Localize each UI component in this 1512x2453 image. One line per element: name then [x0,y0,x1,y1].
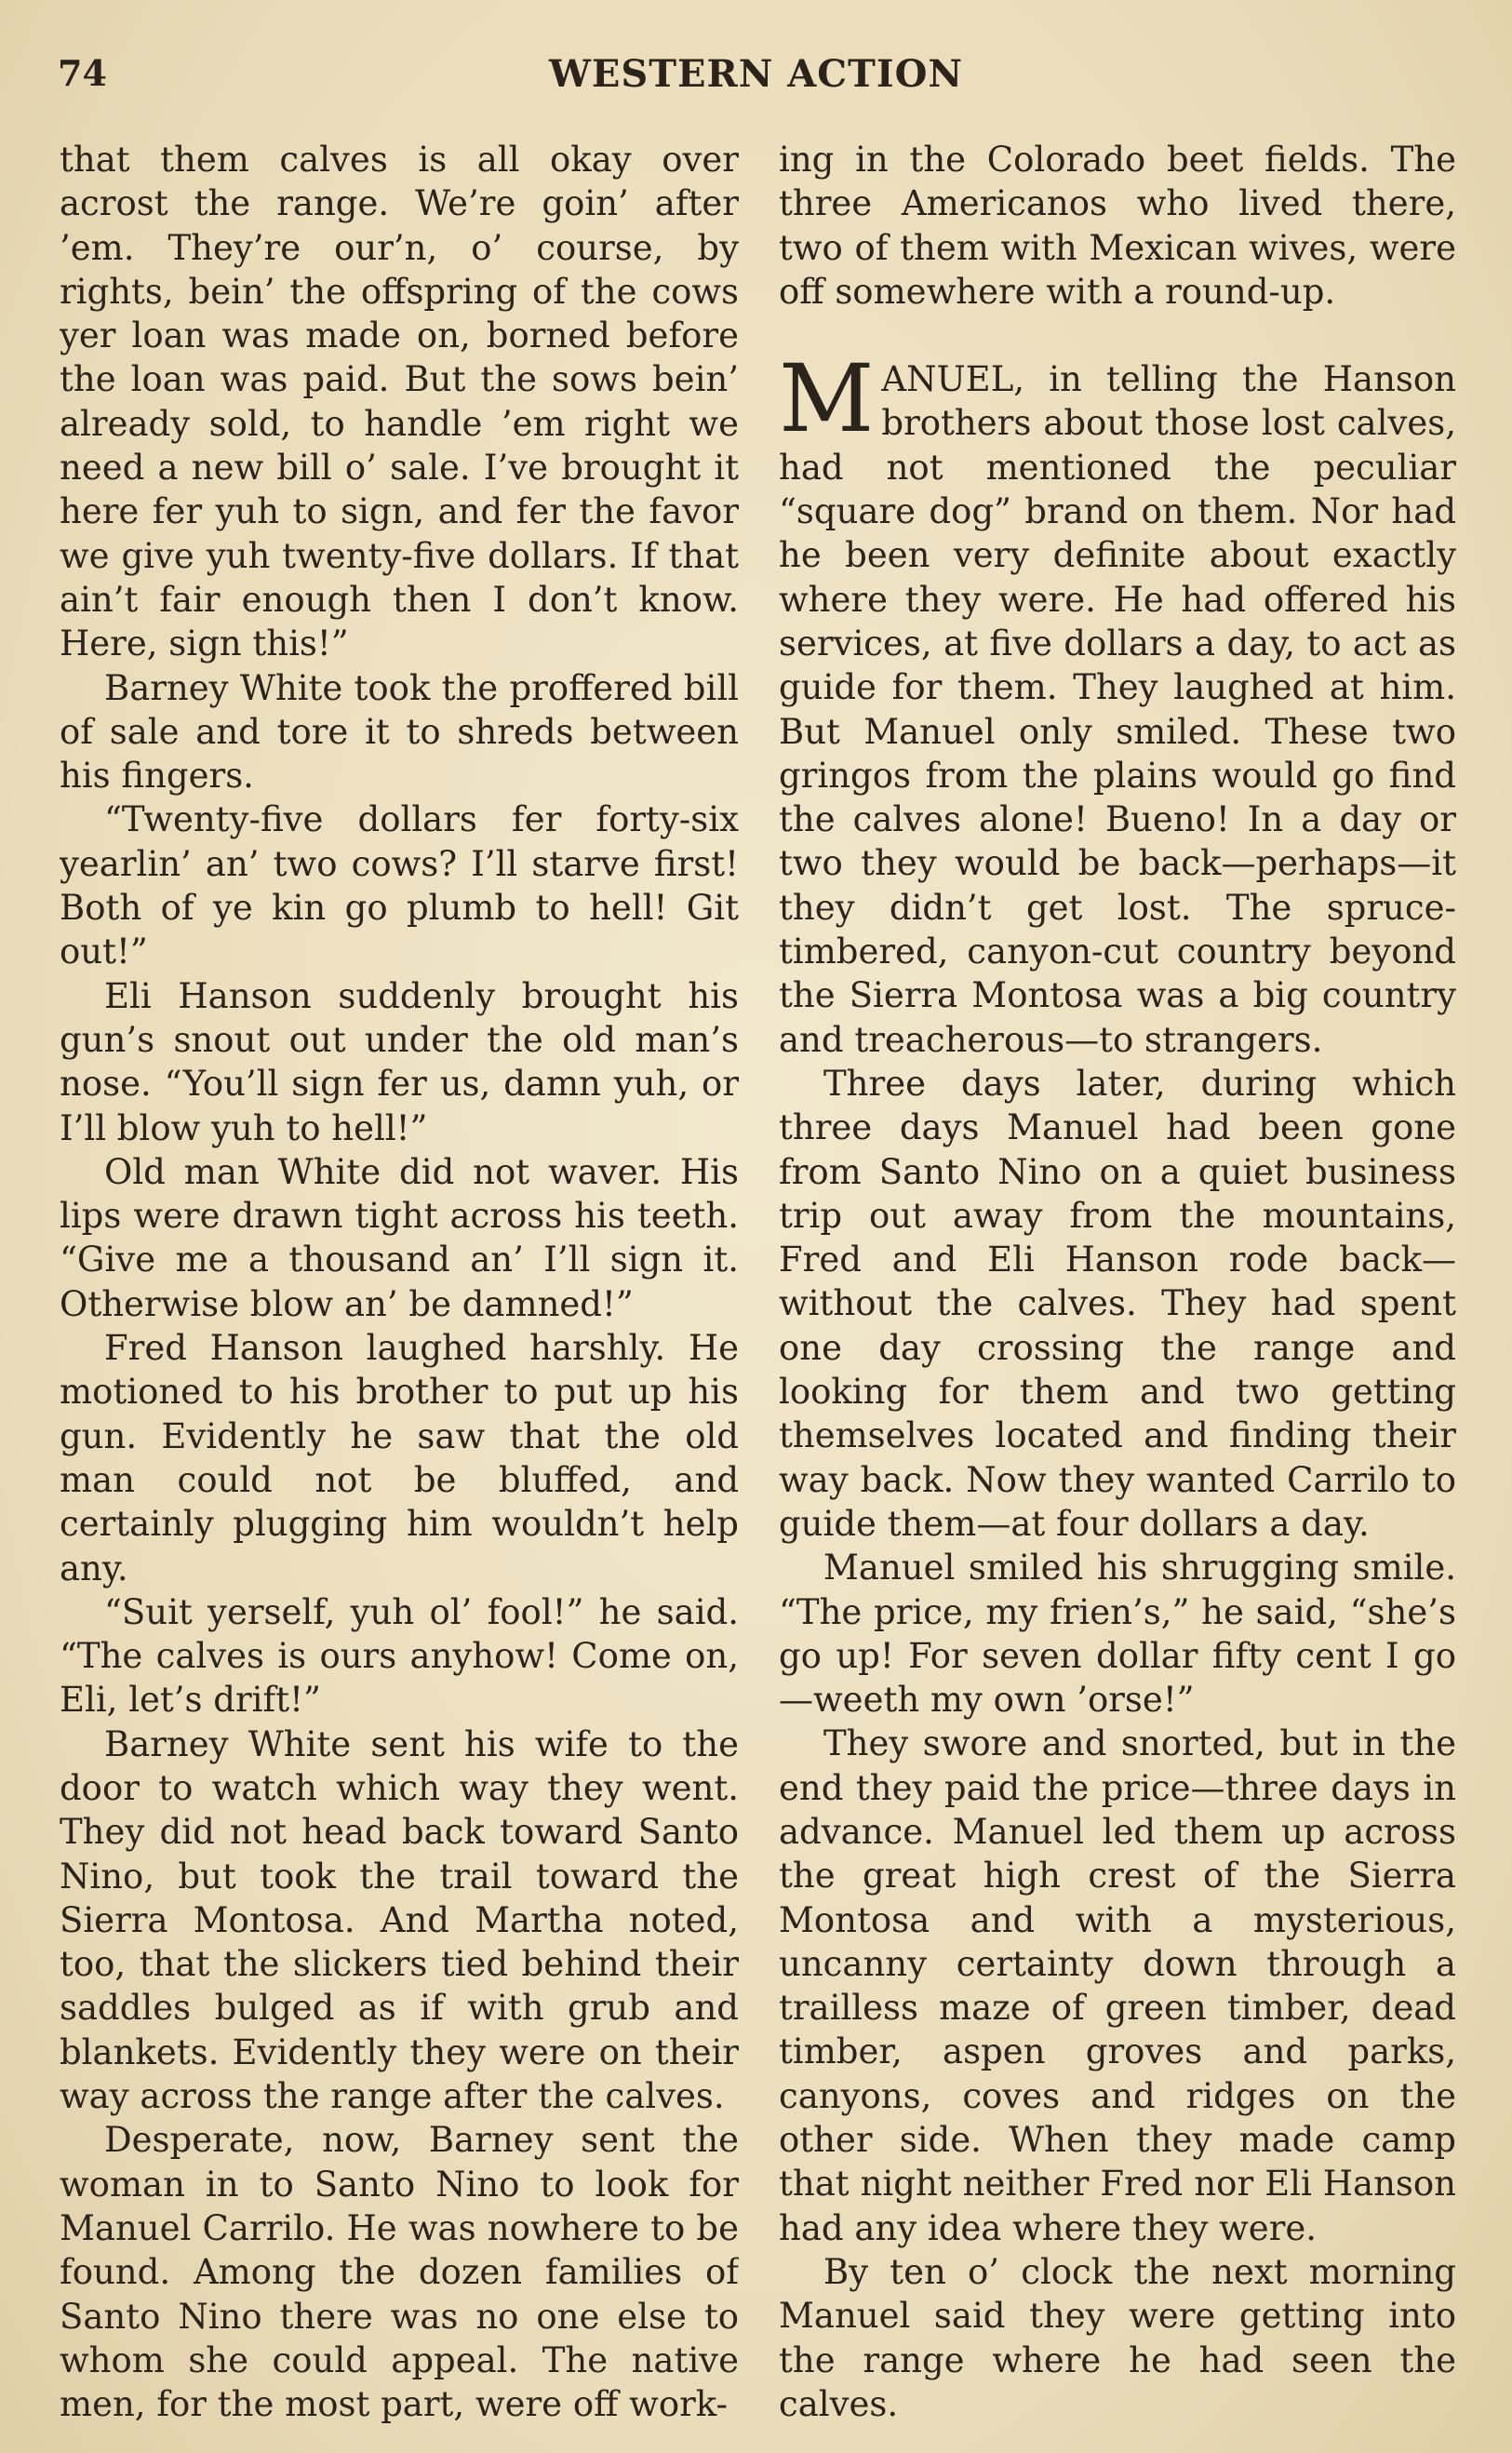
paragraph: Barney White took the proffered bill of sale and tore it to shreds between his fingers. [60,667,739,797]
running-title: WESTERN ACTION [548,52,964,96]
paragraph: They swore and snorted, but in the end they paid the price—three days in advance. Manuel led them up across the great high crest of the Sierra Montosa and with a mysterious, uncanny certainty down through a trailless maze of green timber, dead timber, aspen groves and parks, canyons, coves and ridges on the other side. When they made camp that night neither Fred nor Eli Hanson had any idea where they were. [779,1723,1456,2248]
paragraph: Barney White sent his wife to the door to watch which way they went. They did not head back toward Santo Nino, but took the trail toward the Sierra Montosa. And Martha noted, too, that the slickers tied behind their saddles bulged as if with grub and blankets. Evidently they were on their way across the range after the calves. [60,1723,739,2117]
left-column [60,138,739,2427]
paragraph: Three days later, during which three days Manuel had been gone from Santo Nino on a quiet business trip out away from the mountains, Fred and Eli Hanson rode back—without the calves. They had spent one day crossing the range and looking for them and two getting themselves located and finding their way back. Now they wanted Carrilo to guide them—at four dollars a day. [779,1063,1456,1544]
paragraph: Eli Hanson suddenly brought his gun’s snout out under the old man’s nose. “You’ll sign fer us, damn yuh, or I’ll blow yuh to hell!” [60,975,739,1148]
paragraph: Fred Hanson laughed harshly. He motioned to his brother to put up his gun. Evidently he saw that the old man could not be bluffed, and certainly plugging him wouldn’t help any. [60,1328,739,1588]
dropcap-paragraph [779,344,1456,1062]
page-number: 74 [58,52,107,94]
right-column [779,138,1456,2427]
page-header [58,48,1454,104]
paragraph: Old man White did not waver. His lips were drawn tight across his teeth. “Give me a thousand an’ I’ll sign it. Otherwise blow an’ be damned!” [60,1151,739,1324]
drop-cap: M [779,344,875,454]
paragraph: By ten o’ clock the next morning Manuel said they were getting into the range where he had seen the calves. [779,2251,1456,2424]
paragraph: “Twenty-five dollars fer forty-six yearlin’ an’ two cows? I’ll starve first! Both of ye kin go plumb to hell! Git out!” [60,799,739,972]
paragraph: Desperate, now, Barney sent the woman in to Santo Nino to look for Manuel Carrilo. He was nowhere to be found. Among the dozen families of Santo Nino there was no one else to whom she could appeal. The native men, for the most part, were off work- [60,2120,739,2425]
dropcap-paragraph-text: ANUEL, in telling the Hanson brothers about those lost calves, had not mentioned the peculiar “square dog” brand on them. Nor had he been very definite about exactly where they were. He had offered his services, at five dollars a day, to act as guide for them. They laughed at him. But Manuel only smiled. These two gringos from the plains would go find the calves alone! Bueno! In a day or two they would be back—perhaps—it they didn’t get lost. The spruce-timbered, canyon-cut country beyond the Sierra Montosa was a big country and treacherous—to strangers. [779,359,1456,1060]
paragraph: “Suit yerself, yuh ol’ fool!” he said. “The calves is ours anyhow! Come on, Eli, let’s drift!” [60,1591,739,1721]
paragraph: Manuel smiled his shrugging smile. “The price, my frien’s,” he said, “she’s go up! For seven dollar fifty cent I go—weeth my own ’orse!” [779,1548,1456,1721]
paragraph: ing in the Colorado beet fields. The three Americanos who lived there, two of them with Mexican wives, were off somewhere with a round-up. [779,140,1456,312]
paragraph: that them calves is all okay over acrost the range. We’re goin’ after ’em. They’re our’n, o’ course, by rights, bein’ the offspring of the cows yer loan was made on, borned before the loan was paid. But the sows bein’ already sold, to handle ’em right we need a new bill o’ sale. I’ve brought it here fer yuh to sign, and fer the favor we give yuh twenty-five dollars. If that ain’t fair enough then I don’t know. Here, sign this!” [60,140,739,664]
